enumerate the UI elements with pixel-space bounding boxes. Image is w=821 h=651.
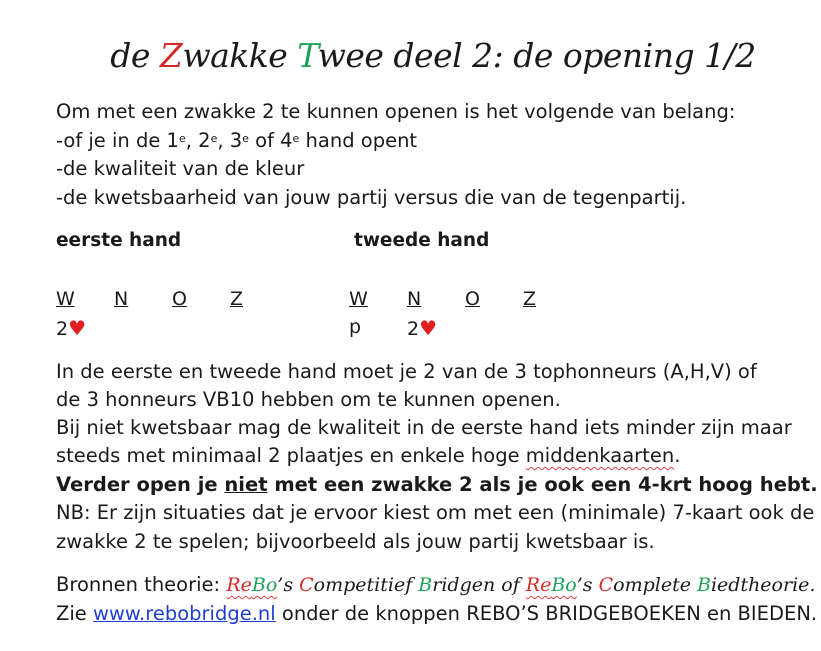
body-line-7: zwakke 2 te spelen; bijvoorbeeld als jouw partij kwetsbaar is. xyxy=(56,530,655,553)
first-hand-heading: eerste hand xyxy=(56,230,182,251)
seat-w-second: W xyxy=(349,288,368,310)
seat-w-first: W xyxy=(56,288,75,310)
seat-z-first: Z xyxy=(230,288,244,310)
title-z: Z xyxy=(159,36,183,75)
rebobridge-link[interactable]: www.rebobridge.nl xyxy=(92,602,276,625)
seat-o-first: O xyxy=(172,288,187,310)
bid-second-w: p xyxy=(349,316,362,338)
seat-o-second: O xyxy=(465,288,480,310)
body-line-1: In de eerste en tweede hand moet je 2 van de 3 tophonneurs (A,H,V) of xyxy=(56,360,757,383)
sources-line: Bronnen theorie: ReBo’s Competitief Bridgen of ReBo’s Complete Biedtheorie. xyxy=(56,573,816,596)
heart-icon: ♥ xyxy=(68,316,87,340)
intro-line-1: Om met een zwakke 2 te kunnen openen is het volgende van belang: xyxy=(56,100,736,123)
body-line-6: NB: Er zijn situaties dat je ervoor kiest om met een (minimale) 7-kaart ook de xyxy=(56,501,815,524)
seat-n-first: N xyxy=(114,288,129,310)
title-t: T xyxy=(297,36,318,75)
website-line: Zie www.rebobridge.nl onder de knoppen REBO’S BRIDGEBOEKEN en BIEDEN. xyxy=(56,602,818,625)
bid-second-n: 2♥ xyxy=(407,316,438,340)
seat-n-second: N xyxy=(407,288,422,310)
bid-first-w: 2♥ xyxy=(56,316,87,340)
intro-line-2: -of je in de 1e, 2e, 3e of 4e hand opent xyxy=(56,129,418,152)
intro-line-4: -de kwetsbaarheid van jouw partij versus die van de tegenpartij. xyxy=(56,186,687,209)
body-line-5: Verder open je niet met een zwakke 2 als je ook een 4-krt hoog hebt. xyxy=(56,473,818,496)
page-title: de Zwakke Twee deel 2: de opening 1/2 xyxy=(110,36,756,75)
body-line-2: de 3 honneurs VB10 hebben om te kunnen openen. xyxy=(56,388,561,411)
second-hand-heading: tweede hand xyxy=(354,230,490,251)
body-line-4: steeds met minimaal 2 plaatjes en enkele hoge middenkaarten. xyxy=(56,444,681,467)
seat-z-second: Z xyxy=(523,288,537,310)
intro-line-3: -de kwaliteit van de kleur xyxy=(56,157,305,180)
heart-icon: ♥ xyxy=(419,316,438,340)
body-line-3: Bij niet kwetsbaar mag de kwaliteit in de eerste hand iets minder zijn maar xyxy=(56,416,792,439)
